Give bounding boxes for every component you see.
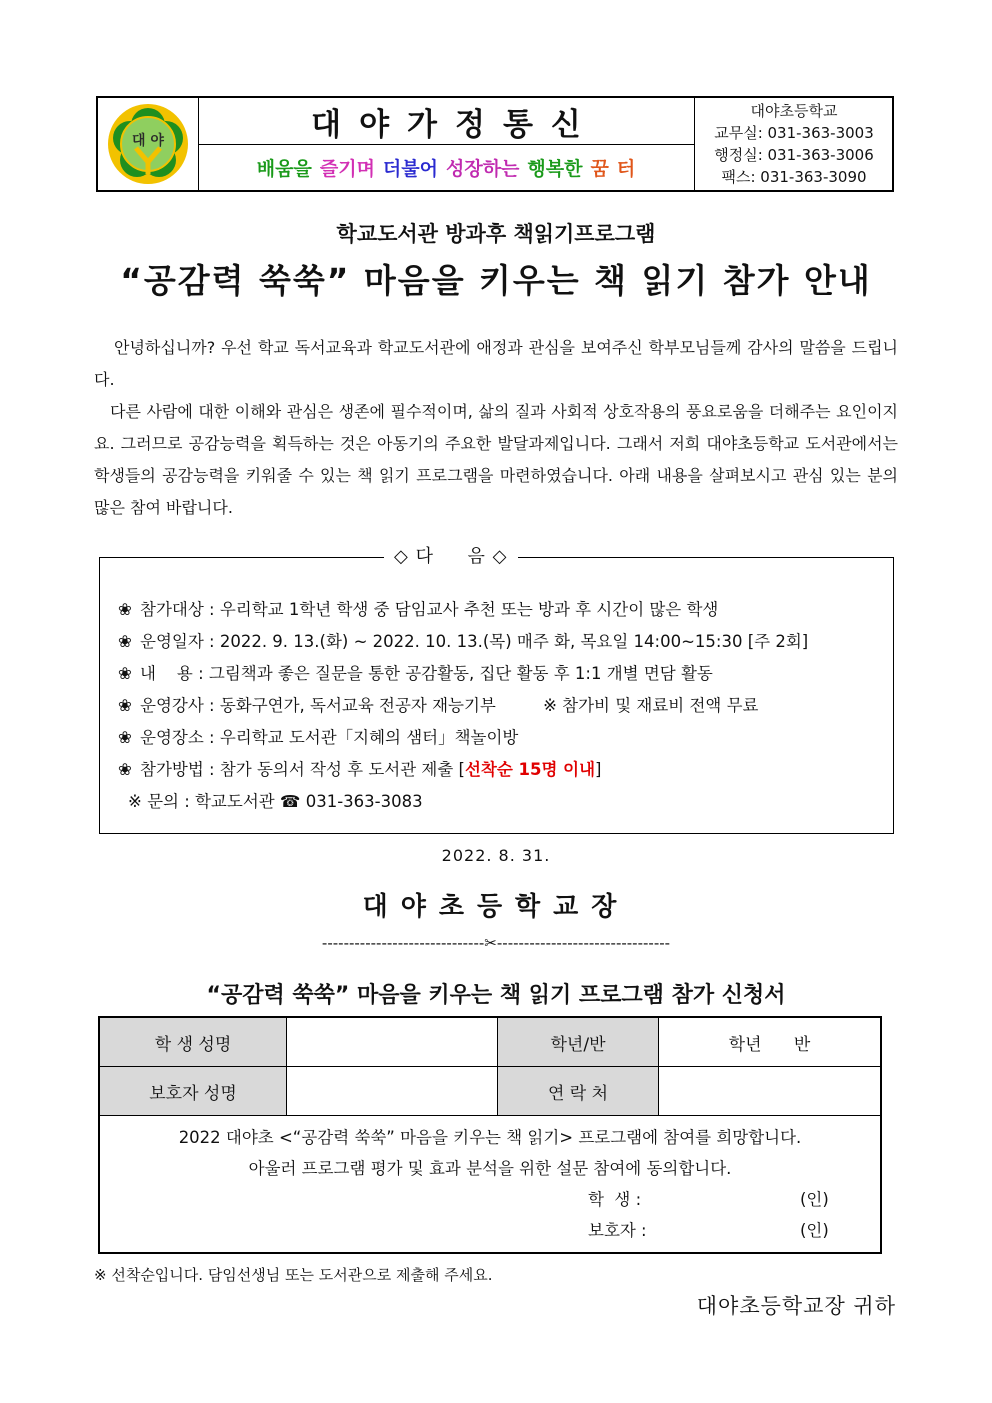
contact-label: 연 락 처: [498, 1067, 659, 1116]
flower-bullet-icon: ❀: [118, 632, 132, 651]
item-label: 참가대상: [140, 600, 204, 619]
free-fee-note: ※ 참가비 및 재료비 전액 무료: [543, 696, 759, 715]
item-label: 운영강사: [140, 696, 204, 715]
school-name: 대야초등학교: [750, 102, 838, 120]
scissors-cut-line: ------------------------------✂--------------------------------: [321, 934, 671, 952]
guardian-sign-row: [100, 1215, 880, 1246]
flower-bullet-icon: ❀: [118, 760, 132, 779]
title-cell: [198, 98, 695, 190]
consent-section: [99, 1116, 881, 1254]
contact-info: [696, 100, 892, 188]
pledge-line: 아울러 프로그램 평가 및 효과 분석을 위한 설문 참여에 동의합니다.: [248, 1159, 732, 1178]
item-label: 운영장소: [140, 728, 204, 747]
item-text: 참가 동의서 작성 후 도서관 제출 [: [219, 760, 465, 779]
guardian-seal[interactable]: (인): [800, 1221, 829, 1240]
newsletter-title: 대야가정통신: [311, 106, 599, 143]
body-paragraph: 다른 사람에 대한 이해와 관심은 생존에 필수적이며, 삶의 질과 사회적 상호작용의 풍요로움을 더해주는 요인이지요. 그러므로 공감능력을 획득하는 것은 아동기의 주요한 발달과제입니다. 그래서 저희 대야초등학교 도서관에서는 학생들의 공감능력을 키워줄 수 있는 책 읽기 프로그램을 마련하였습니다. 아래 내용을 살펴보시고 관심 있는 분의 많은 참여 바랍니다.: [94, 402, 898, 517]
item-text: ]: [595, 760, 602, 779]
student-seal[interactable]: (인): [800, 1190, 829, 1209]
contact-line: 교무실: 031-363-3003: [714, 124, 874, 142]
notice-item: ❀ 내 용 : 그림책과 좋은 질문을 통한 공감활동, 집단 활동 후 1:1 개별 면담 활동: [118, 664, 713, 683]
notice-item: ❀ 운영일자 : 2022. 9. 13.(화) ~ 2022. 10. 13.(목) 매주 화, 목요일 14:00~15:30 [주 2회]: [118, 632, 809, 651]
guardian-name-label: 보호자 성명: [99, 1067, 287, 1116]
pledge-line: 2022 대야초 <“공감력 쑥쑥” 마음을 키우는 책 읽기> 프로그램에 참여를 희망합니다.: [178, 1128, 802, 1147]
slogan-word: 터: [616, 158, 636, 180]
slogan-word: 즐기며: [319, 158, 375, 180]
school-logo-cell: [98, 98, 199, 190]
notice-heading: ◇ 다 음 ◇: [384, 542, 518, 568]
notice-item: ❀ 참가대상 : 우리학교 1학년 학생 중 담임교사 추천 또는 방과 후 시간이 많은 학생: [118, 600, 719, 619]
main-title: “공감력 쑥쑥” 마음을 키우는 책 읽기 참가 안내: [120, 261, 872, 300]
guardian-sign-label: 보호자 :: [588, 1221, 647, 1240]
school-logo: [98, 98, 198, 190]
slogan-word: 배움을: [256, 158, 312, 180]
item-label: 내 용: [140, 664, 193, 683]
flower-bullet-icon: ❀: [118, 600, 132, 619]
school-slogan: [198, 145, 694, 190]
notice-item: ❀ 참가방법 : 참가 동의서 작성 후 도서관 제출 [선착순 15명 이내]: [118, 760, 602, 779]
application-form: [98, 1016, 882, 1254]
intro-paragraph: 안녕하십니까? 우선 학교 독서교육과 학교도서관에 애정과 관심을 보여주신 학부모님들께 감사의 말씀을 드립니다.: [94, 338, 898, 389]
logo-text: 대 야: [132, 133, 164, 149]
principal-signature: 대야초등학교장: [362, 892, 630, 922]
contact-line: 팩스: 031-363-3090: [721, 168, 867, 186]
student-sign-row: [100, 1184, 880, 1215]
newsletter-header: [96, 96, 894, 192]
submission-note: ※ 선착순입니다. 담임선생님 또는 도서관으로 제출해 주세요.: [94, 1266, 493, 1284]
flower-bullet-icon: ❀: [118, 664, 132, 683]
grade-class-field[interactable]: 학년 반: [659, 1017, 882, 1067]
flower-bullet-icon: ❀: [118, 696, 132, 715]
form-title: “공감력 쑥쑥” 마음을 키우는 책 읽기 프로그램 참가 신청서: [206, 983, 786, 1008]
first-come-limit: 선착순 15명 이내: [464, 760, 596, 779]
addressee: 대야초등학교장 귀하: [696, 1294, 896, 1318]
item-text: 우리학교 도서관「지혜의 샘터」책놀이방: [219, 728, 519, 747]
issue-date: 2022. 8. 31.: [441, 846, 551, 865]
item-text: 우리학교 1학년 학생 중 담임교사 추천 또는 방과 후 시간이 많은 학생: [219, 600, 719, 619]
student-sign-label: 학 생 :: [588, 1190, 642, 1209]
student-name-label: 학 생 성명: [99, 1017, 287, 1067]
item-label: 운영일자: [140, 632, 204, 651]
notice-item: ❀ 운영장소 : 우리학교 도서관「지혜의 샘터」책놀이방: [118, 728, 519, 747]
slogan-word: 행복한: [527, 158, 583, 180]
item-text: 동화구연가, 독서교육 전공자 재능기부: [219, 696, 496, 715]
item-text: 2022. 9. 13.(화) ~ 2022. 10. 13.(목) 매주 화, 목요일 14:00~15:30 [주 2회]: [219, 632, 809, 651]
slogan-word: 더불어: [382, 158, 438, 180]
item-text: 그림책과 좋은 질문을 통한 공감활동, 집단 활동 후 1:1 개별 면담 활동: [208, 664, 713, 683]
slogan-word: 성장하는: [445, 158, 520, 180]
flower-bullet-icon: ❀: [118, 728, 132, 747]
grade-class-label: 학년/반: [498, 1017, 659, 1067]
inquiry-line: ※ 문의 : 학교도서관 ☎ 031-363-3083: [128, 792, 423, 811]
guardian-name-field[interactable]: [287, 1067, 498, 1116]
subtitle: 학교도서관 방과후 책읽기프로그램: [336, 222, 656, 246]
item-label: 참가방법: [140, 760, 204, 779]
contact-line: 행정실: 031-363-3006: [714, 146, 874, 164]
contact-field[interactable]: [659, 1067, 882, 1116]
slogan-word: 꿈: [590, 158, 609, 180]
notice-item: ❀ 운영강사 : 동화구연가, 독서교육 전공자 재능기부 ※ 참가비 및 재료비 전액 무료: [118, 696, 759, 715]
student-name-field[interactable]: [287, 1017, 498, 1067]
